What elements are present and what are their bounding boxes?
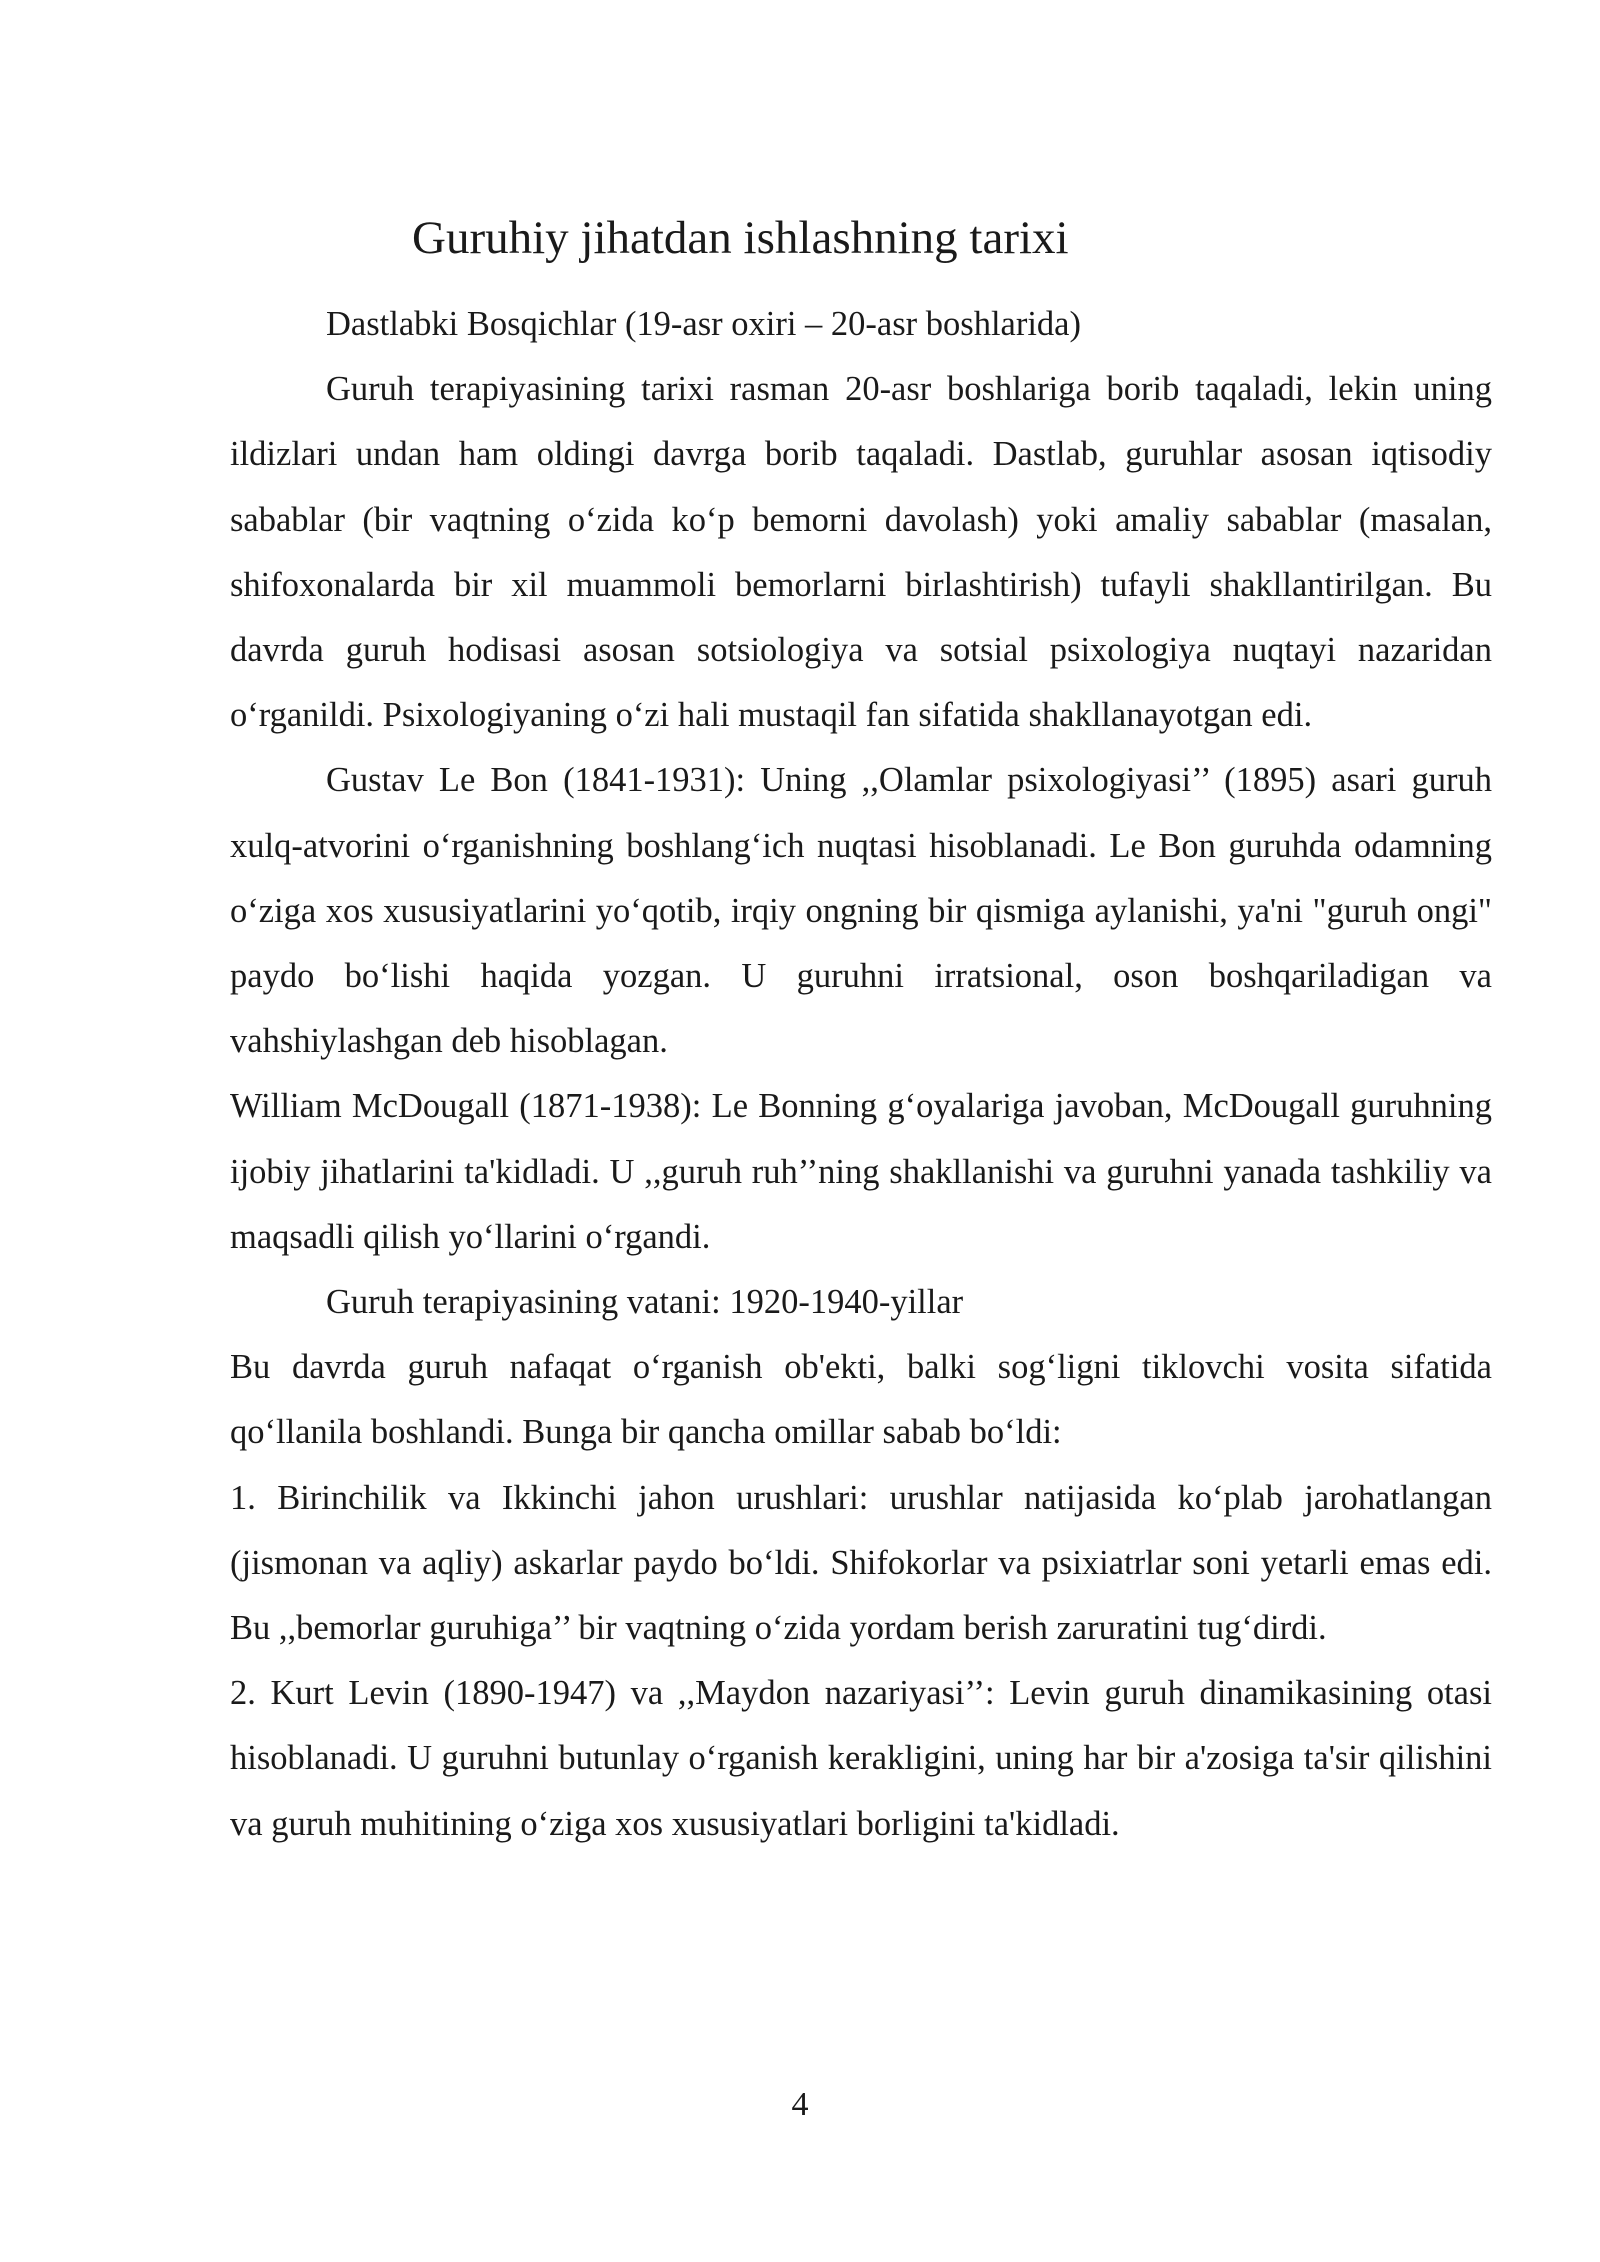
paragraph-subheading-early-stages: Dastlabki Bosqichlar (19-asr oxiri – 20-asr boshlarida) xyxy=(326,305,1081,343)
page-number: 4 xyxy=(791,2086,809,2123)
paragraph-le-bon: Gustav Le Bon (1841-1931): Uning ,,Olamlar psixologiyasi’’ (1895) asari guruh xulq-atvorini o‘rganishning boshlang‘ich nuqtasi hisoblanadi. Le Bon guruhda odamning o‘ziga xos xususiyatlarini yo‘qotib, irqiy ongning bir qismiga aylanishi, ya'ni "guruh ongi" paydo bo‘lishi haqida yozgan. U guruhni irratsional, oson boshqariladigan va vahshiylashgan deb hisoblagan. xyxy=(230,761,1492,1061)
list-item-world-wars: 1. Birinchilik va Ikkinchi jahon urushlari: urushlar natijasida ko‘plab jarohatlangan (jismonan va aqliy) askarlar paydo bo‘ldi. Shifokorlar va psixiatrlar soni yetarli emas edi. Bu ,,bemorlar guruhiga’’ bir vaqtning o‘zida yordam berish zaruratini tug‘dirdi. xyxy=(230,1478,1492,1648)
paragraph-subheading-homeland: Guruh terapiyasining vatani: 1920-1940-yillar xyxy=(326,1283,964,1322)
document-title: Guruhiy jihatdan ishlashning tarixi xyxy=(412,212,1069,264)
document-page xyxy=(230,210,1492,1857)
paragraph-period-intro: Bu davrda guruh nafaqat o‘rganish ob'ekti, balki sog‘ligni tiklovchi vosita sifatida qo‘llanila boshlandi. Bunga bir qancha omillar sabab bo‘ldi: xyxy=(230,1348,1492,1452)
paragraph-mcdougall: William McDougall (1871-1938): Le Bonning g‘oyalariga javoban, McDougall guruhning ijobiy jihatlarini ta'kidladi. U ,,guruh ruh’’ning shakllanishi va guruhni yanada tashkiliy va maqsadli qilish yo‘llarini o‘rgandi. xyxy=(230,1087,1492,1256)
paragraph-history-intro: Guruh terapiyasining tarixi rasman 20-asr boshlariga borib taqaladi, lekin uning ildizlari undan ham oldingi davrga borib taqaladi. Dastlab, guruhlar asosan iqtisodiy sabablar (bir vaqtning o‘zida ko‘p bemorni davolash) yoki amaliy sabablar (masalan, shifoxonalarda bir xil muammoli bemorlarni birlashtirish) tufayli shakllantirilgan. Bu davrda guruh hodisasi asosan sotsiologiya va sotsial psixologiya nuqtayi nazaridan o‘rganildi. Psixologiyaning o‘zi hali mustaqil fan sifatida shakllanayotgan edi. xyxy=(230,370,1492,735)
list-item-kurt-levin: 2. Kurt Levin (1890-1947) va ,,Maydon nazariyasi’’: Levin guruh dinamikasining otasi hisoblanadi. U guruhni butunlay o‘rganish kerakligini, uning har bir a'zosiga ta'sir qilishini va guruh muhitining o‘ziga xos xususiyatlari borligini ta'kidladi. xyxy=(230,1674,1492,1843)
